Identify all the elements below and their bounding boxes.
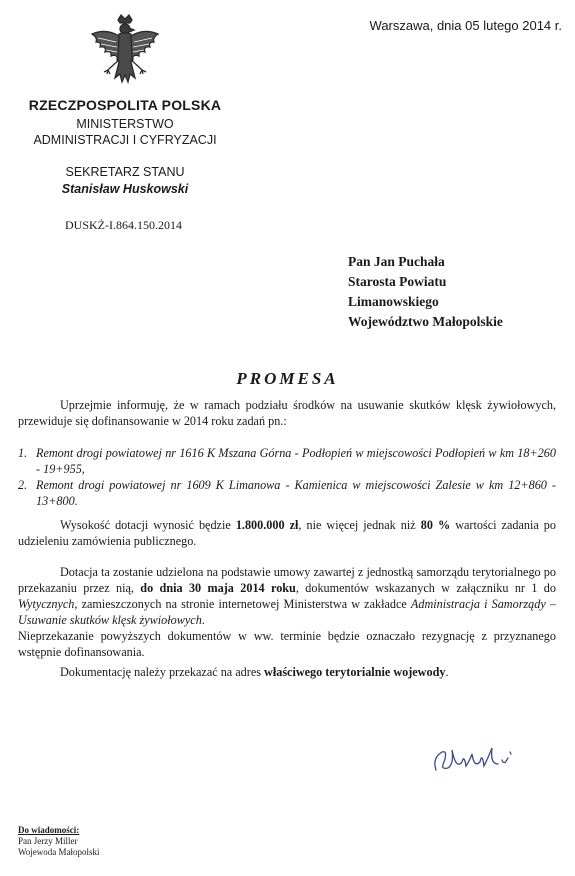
website-section: Administracja i Samorządy – Usuwanie skutków klęsk żywiołowych [18,597,556,627]
amount: 1.800.000 zł [235,518,299,532]
text-span: . [445,665,449,679]
task-item-2 [18,477,556,509]
text-span: , zamieszczonych na stronie internetowej Ministerstwa w zakładce [74,597,411,611]
text-span: . [201,613,205,627]
conditions-paragraph [18,564,556,628]
intro-paragraph: Uprzejmie informuję, że w ramach podziału środków na usuwanie skutków klęsk żywiołowych, przewiduje się dofinansowanie w 2014 roku zadań pn.: [18,398,556,428]
cc-line-1: Pan Jerzy Miller [18,836,78,846]
reference-number: DUSKŻ-I.864.150.2014 [65,218,182,232]
funding-paragraph [18,517,556,549]
recipient-line-3: Limanowskiego [348,294,439,309]
deadline: do dnia 30 maja 2014 roku [140,581,296,595]
task-text: Remont drogi powiatowej nr 1609 K Limanowa - Kamienica w miejscowości Zalesie w km 12+860 - 13+800. [36,478,556,508]
recipient-line-1: Pan Jan Puchała [348,254,445,269]
task-number: 1. [18,446,28,460]
guidelines-ref: Wytycznych [18,597,75,611]
ministry-line-1: MINISTERSTWO [76,117,174,131]
task-number: 2. [18,478,28,492]
percentage: 80 % [420,518,451,532]
country-name: RZECZPOSPOLITA POLSKA [28,97,222,113]
position-title: SEKRETARZ STANU [65,165,185,179]
recipient-address [348,252,503,332]
recipient-line-2: Starosta Powiatu [348,274,447,289]
text-span: Wysokość dotacji wynosić będzie [60,518,236,532]
consequence-paragraph: Nieprzekazanie powyższych dokumentów w ww. terminie będzie oznaczało rezygnację z przyznanego wstępnie dofinansowania. [18,629,556,659]
ministry-line-2: ADMINISTRACJI I CYFRYZACJI [33,133,217,147]
text-span: Dokumentację należy przekazać na adres [60,665,265,679]
letter-date: Warszawa, dnia 05 lutego 2014 r. [369,18,562,33]
polish-eagle-emblem-icon [88,12,162,94]
document-title: PROMESA [236,369,339,388]
delivery-address: właściwego terytorialnie wojewody [264,665,446,679]
text-span: , dokumentów wskazanych w załączniku nr 1 do [295,581,556,595]
text-span: , nie więcej jednak niż [298,518,421,532]
task-text: Remont drogi powiatowej nr 1616 K Mszana Górna - Podłopień w miejscowości Podłopień w km 18+260 - 19+955, [36,446,556,476]
cc-line-2: Wojewoda Małopolski [18,847,100,857]
sender-name: Stanisław Huskowski [61,182,189,196]
task-item-1 [18,445,556,477]
delivery-paragraph [18,664,556,680]
recipient-line-4: Województwo Małopolskie [348,314,503,329]
text-span: wartości zadania po udzieleniu zamówienia publicznego. [18,518,556,548]
handwritten-signature [428,740,528,780]
text-span: Dotacja ta zostanie udzielona na podstawie umowy zawartej z jednostką samorządu terytorialnego po przekazaniu przez nią, [18,565,556,595]
cc-label: Do wiadomości: [18,825,80,835]
